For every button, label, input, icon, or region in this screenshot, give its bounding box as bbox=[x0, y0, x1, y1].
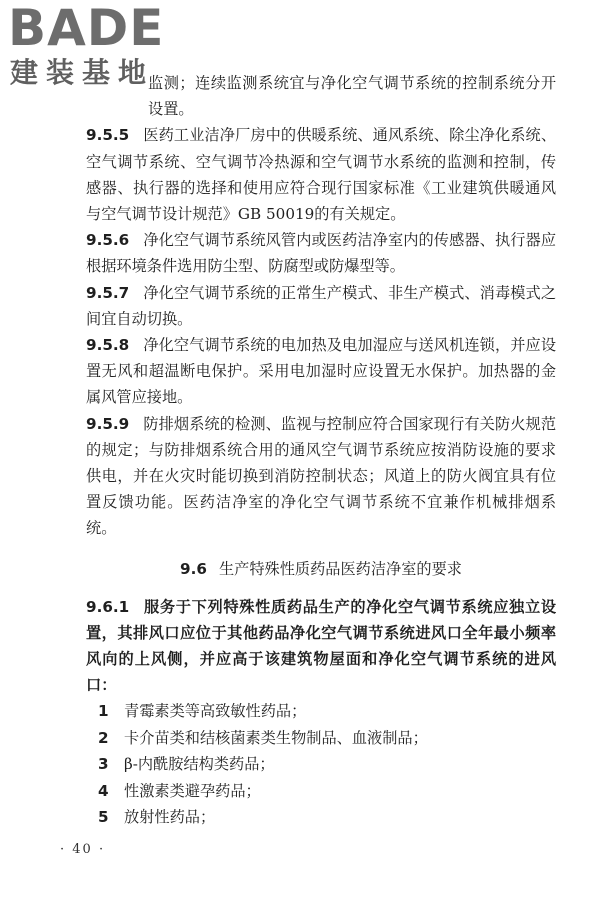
clause-number: 9.5.6 bbox=[86, 231, 130, 250]
clause-9-5-5 bbox=[86, 122, 556, 227]
list-item bbox=[86, 804, 556, 830]
clause-text: 净化空气调节系统风管内或医药洁净室内的传感器、执行器应根据环境条件选用防尘型、防腐型或防爆型等。 bbox=[86, 231, 556, 276]
list-item-number: 5 bbox=[98, 808, 109, 827]
list-item-number: 4 bbox=[98, 781, 109, 800]
clause-text: 服务于下列特殊性质药品生产的净化空气调节系统应独立设置，其排风口应位于其他药品净化空气调节系统进风口全年最小频率风向的上风侧，并应高于该建筑物屋面和净化空气调节系统的进风口： bbox=[86, 597, 556, 695]
list-item-text: 青霉素类等高致敏性药品； bbox=[124, 702, 307, 721]
clause-text: 防排烟系统的检测、监视与控制应符合国家现行有关防火规范的规定；与防排烟系统合用的通风空气调节系统应按消防设施的要求供电，并在火灾时能切换到消防控制状态；风道上的防火阀宜具有位置反馈功能。医药洁净室的净化空气调节系统不宜兼作机械排烟系统。 bbox=[86, 414, 556, 538]
page-number: · 40 · bbox=[60, 842, 106, 857]
drug-type-list bbox=[86, 698, 556, 830]
list-item-text: 性激素类避孕药品； bbox=[124, 781, 261, 800]
section-title: 生产特殊性质药品医药洁净室的要求 bbox=[218, 559, 462, 578]
list-item-number: 2 bbox=[98, 728, 109, 747]
clause-number: 9.5.7 bbox=[86, 283, 130, 302]
section-number: 9.6 bbox=[180, 559, 207, 578]
clause-text: 净化空气调节系统的正常生产模式、非生产模式、消毒模式之间宜自动切换。 bbox=[86, 283, 556, 328]
clause-text: 净化空气调节系统的电加热及电加湿应与送风机连锁，并应设置无风和超温断电保护。采用电加湿时应设置无水保护。加热器的金属风管应接地。 bbox=[86, 336, 556, 407]
list-item-text: β-内酰胺结构类药品； bbox=[124, 755, 275, 774]
section-heading bbox=[86, 556, 556, 582]
clause-number: 9.5.5 bbox=[86, 126, 130, 145]
clause-9-5-7 bbox=[86, 280, 556, 332]
list-item-number: 1 bbox=[98, 702, 109, 721]
list-item-text: 放射性药品； bbox=[124, 808, 216, 827]
clause-number: 9.5.9 bbox=[86, 414, 130, 433]
list-item-number: 3 bbox=[98, 755, 109, 774]
clause-number: 9.5.8 bbox=[86, 336, 130, 355]
document-page bbox=[86, 70, 556, 831]
list-item-text: 卡介苗类和结核菌素类生物制品、血液制品； bbox=[124, 728, 428, 747]
clause-9-6-1 bbox=[86, 594, 556, 699]
logo-wordmark: BADE bbox=[8, 0, 165, 57]
clause-text: 医药工业洁净厂房中的供暖系统、通风系统、除尘净化系统、空气调节系统、空气调节冷热源和空气调节水系统的监测和控制，传感器、执行器的选择和使用应符合现行国家标准《工业建筑供暖通风与空气调节设计规范》GB 50019的有关规定。 bbox=[86, 126, 556, 224]
list-item bbox=[86, 751, 556, 777]
list-item bbox=[86, 725, 556, 751]
clause-9-5-9 bbox=[86, 411, 556, 542]
continued-paragraph: 监测；连续监测系统宜与净化空气调节系统的控制系统分开设置。 bbox=[148, 74, 556, 119]
list-item bbox=[86, 778, 556, 804]
list-item bbox=[86, 698, 556, 724]
clause-number: 9.6.1 bbox=[86, 597, 130, 616]
logo-subtitle: 建装基地 bbox=[10, 56, 155, 89]
clause-9-5-6 bbox=[86, 227, 556, 279]
clause-9-5-8 bbox=[86, 332, 556, 411]
